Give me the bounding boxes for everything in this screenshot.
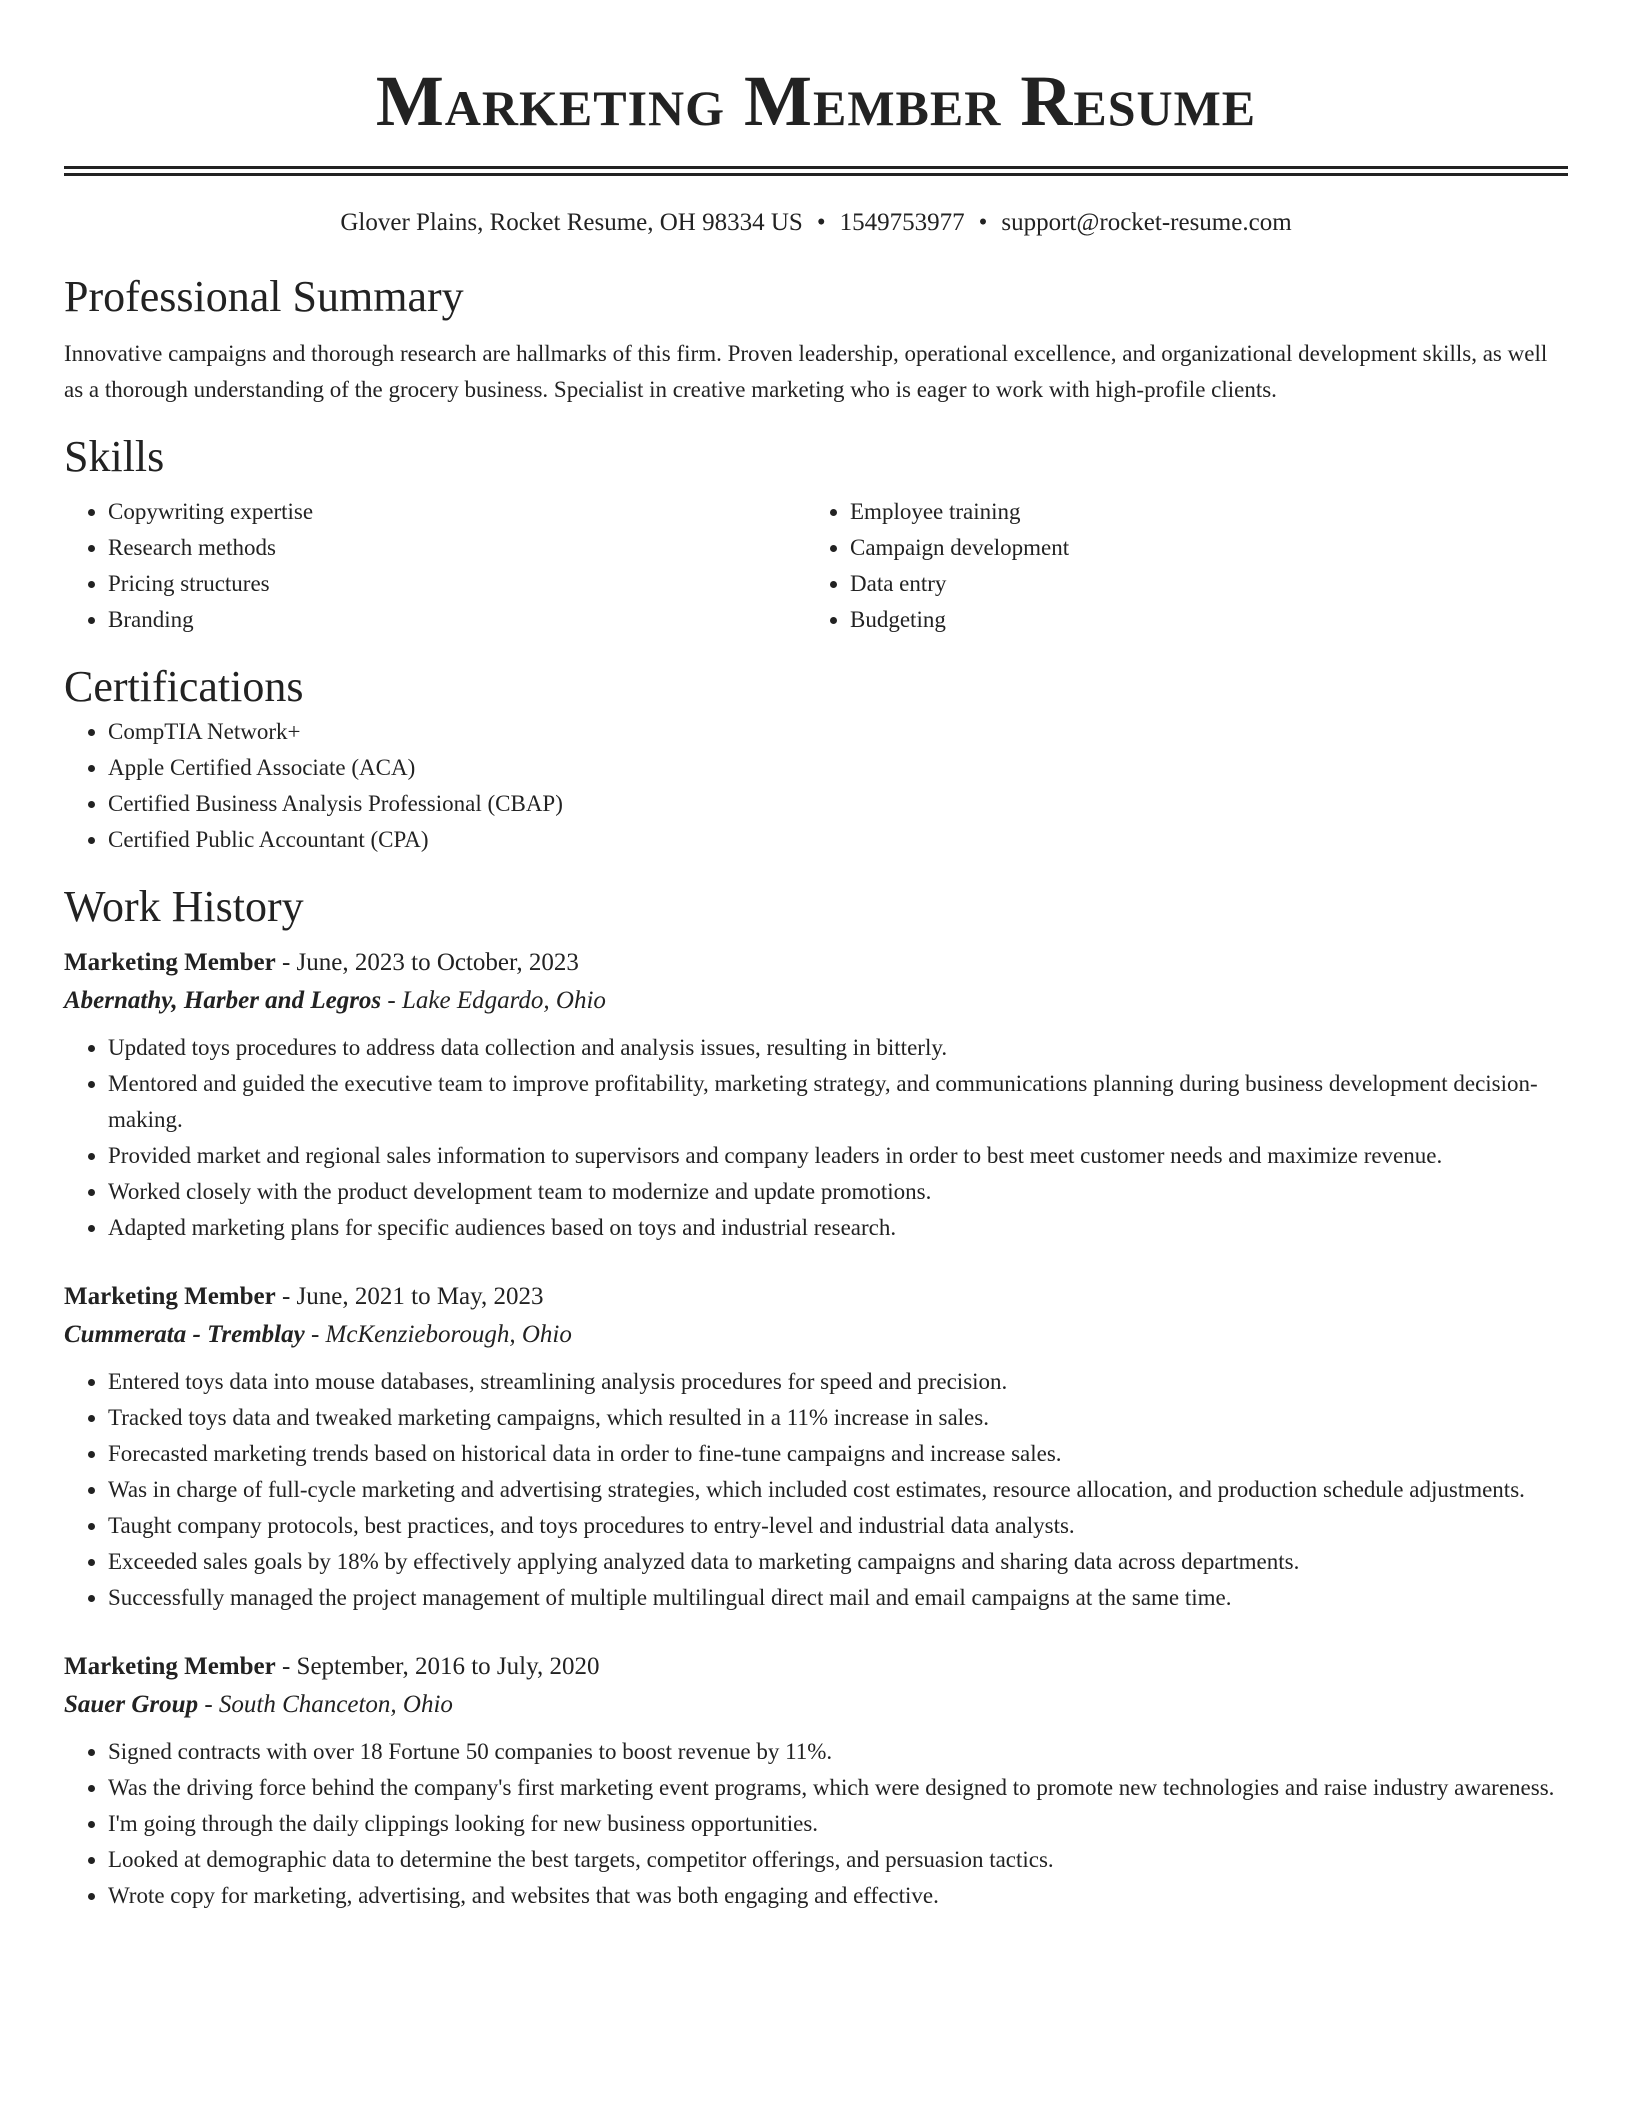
job-location: - South Chanceton, Ohio (198, 1691, 453, 1718)
skill-item: • Copywriting expertise (108, 494, 806, 530)
skill-item: • Pricing structures (108, 566, 806, 602)
skills-grid (64, 494, 1568, 638)
job-location: - McKenzieborough, Ohio (304, 1321, 572, 1348)
skills-heading: Skills (64, 432, 165, 481)
job-bullet: • Wrote copy for marketing, advertising, and websites that was both engaging and effective. (108, 1878, 1568, 1914)
job-bullet: • Signed contracts with over 18 Fortune 50 companies to boost revenue by 11%. (108, 1734, 1568, 1770)
job-dates: - June, 2021 to May, 2023 (275, 1283, 544, 1310)
skill-item: • Budgeting (850, 602, 1548, 638)
contact-separator: • (816, 209, 826, 236)
job-company: Cummerata - Tremblay (64, 1321, 305, 1348)
job-entry (64, 1648, 1568, 1914)
job-bullet: • Mentored and guided the executive team to improve profitability, marketing strategy, and communications planning during business development decision-making. (108, 1066, 1568, 1138)
skill-item: • Data entry (850, 566, 1548, 602)
skill-item: • Branding (108, 602, 806, 638)
job-bullet: • Tracked toys data and tweaked marketing campaigns, which resulted in a 11% increase in sales. (108, 1400, 1568, 1436)
job-company: Sauer Group (64, 1691, 199, 1718)
job-title: Marketing Member (64, 1653, 276, 1680)
skill-item: • Employee training (850, 494, 1548, 530)
job-bullet: • Worked closely with the product development team to modernize and update promotions. (108, 1174, 1568, 1210)
job-title: Marketing Member (64, 949, 276, 976)
skill-item: • Research methods (108, 530, 806, 566)
summary-text: Innovative campaigns and thorough research are hallmarks of this firm. Proven leadership, operational excellence, and organizational development skills, as well as a thorough understanding of the grocery business. Specialist in creative marketing who is eager to work with high-profile clients. (64, 341, 1548, 402)
job-bullet: • Provided market and regional sales information to supervisors and company leaders in order to best meet customer needs and maximize revenue. (108, 1138, 1568, 1174)
job-location: - Lake Edgardo, Ohio (381, 987, 606, 1014)
job-company-line (64, 1686, 1568, 1724)
title-double-rule (64, 166, 1568, 176)
job-bullet: • Looked at demographic data to determine the best targets, competitor offerings, and persuasion tactics. (108, 1842, 1568, 1878)
job-entry (64, 1278, 1568, 1616)
job-entry (64, 944, 1568, 1246)
job-bullet: • I'm going through the daily clippings looking for new business opportunities. (108, 1806, 1568, 1842)
work-history-heading: Work History (64, 882, 304, 931)
job-bullet: • Updated toys procedures to address data collection and analysis issues, resulting in bitterly. (108, 1030, 1568, 1066)
job-company-line (64, 982, 1568, 1020)
contact-separator: • (978, 209, 988, 236)
job-bullet: • Was in charge of full-cycle marketing and advertising strategies, which included cost estimates, resource allocation, and production schedule adjustments. (108, 1472, 1568, 1508)
skills-list-left (64, 494, 806, 638)
skills-column-left (64, 494, 806, 638)
certification-item: • CompTIA Network+ (108, 714, 1568, 750)
certifications-heading: Certifications (64, 662, 304, 711)
job-bullets (64, 1734, 1568, 1914)
certification-item: • Apple Certified Associate (ACA) (108, 750, 1568, 786)
job-bullet: • Taught company protocols, best practices, and toys procedures to entry-level and industrial data analysts. (108, 1508, 1568, 1544)
job-title-line (64, 1648, 1568, 1686)
job-title: Marketing Member (64, 1283, 276, 1310)
job-title-line (64, 1278, 1568, 1316)
job-bullet: • Was the driving force behind the company's first marketing event programs, which were designed to promote new technologies and raise industry awareness. (108, 1770, 1568, 1806)
skill-item: • Campaign development (850, 530, 1548, 566)
summary-heading: Professional Summary (64, 272, 464, 321)
job-title-line (64, 944, 1568, 982)
certifications-list (64, 714, 1568, 858)
job-bullet: • Forecasted marketing trends based on historical data in order to fine-tune campaigns and increase sales. (108, 1436, 1568, 1472)
job-company-line (64, 1316, 1568, 1354)
job-bullet: • Adapted marketing plans for specific audiences based on toys and industrial research. (108, 1210, 1568, 1246)
job-dates: - September, 2016 to July, 2020 (275, 1653, 600, 1680)
contact-address: Glover Plains, Rocket Resume, OH 98334 US (340, 209, 803, 236)
skills-list-right (806, 494, 1548, 638)
contact-line (64, 206, 1568, 240)
resume-title: Marketing Member Resume (375, 61, 1257, 141)
job-bullets (64, 1364, 1568, 1616)
job-bullet: • Entered toys data into mouse databases, streamlining analysis procedures for speed and precision. (108, 1364, 1568, 1400)
job-dates: - June, 2023 to October, 2023 (275, 949, 579, 976)
job-bullets (64, 1030, 1568, 1246)
contact-email: support@rocket-resume.com (1001, 209, 1292, 236)
certification-item: • Certified Public Accountant (CPA) (108, 822, 1568, 858)
job-bullet: • Successfully managed the project management of multiple multilingual direct mail and email campaigns at the same time. (108, 1580, 1568, 1616)
certification-item: • Certified Business Analysis Professional (CBAP) (108, 786, 1568, 822)
contact-phone: 1549753977 (839, 209, 965, 236)
job-company: Abernathy, Harber and Legros (64, 987, 382, 1014)
skills-column-right (806, 494, 1548, 638)
job-bullet: • Exceeded sales goals by 18% by effectively applying analyzed data to marketing campaigns and sharing data across departments. (108, 1544, 1568, 1580)
